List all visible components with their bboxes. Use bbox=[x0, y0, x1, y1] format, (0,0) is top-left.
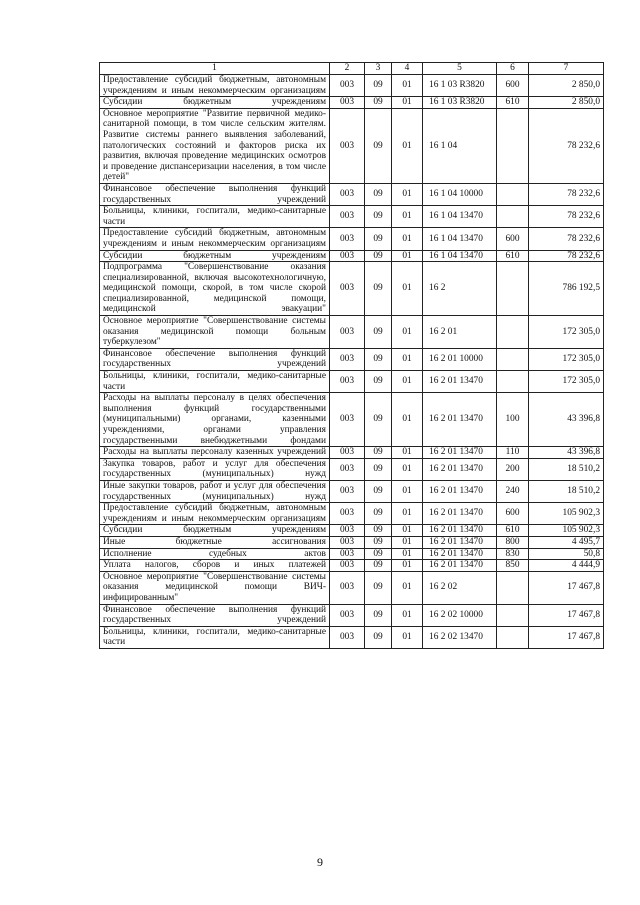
row-grbs: 003 bbox=[330, 560, 365, 572]
row-sum: 172 305,0 bbox=[529, 371, 604, 393]
row-subsection: 01 bbox=[392, 262, 423, 316]
row-name: Больницы, клиники, госпитали, медико-санитарные части bbox=[100, 371, 330, 393]
row-expense-type: 610 bbox=[497, 250, 529, 262]
row-section: 09 bbox=[365, 262, 392, 316]
row-subsection: 01 bbox=[392, 97, 423, 109]
row-name: Подпрограмма "Совершенствование оказания специализированной, включая высокотехнологичную, медицинской помощи, скорой, в том числе скорой специализированной, медицинской помощи, медицинской эвакуации" bbox=[100, 262, 330, 316]
row-grbs: 003 bbox=[330, 371, 365, 393]
table-row bbox=[100, 393, 604, 447]
row-target-code: 16 2 01 13470 bbox=[423, 503, 497, 525]
row-grbs: 003 bbox=[330, 548, 365, 560]
table-row bbox=[100, 447, 604, 459]
row-subsection: 01 bbox=[392, 536, 423, 548]
table-row bbox=[100, 458, 604, 480]
row-grbs: 003 bbox=[330, 447, 365, 459]
row-subsection: 01 bbox=[392, 480, 423, 502]
row-section: 09 bbox=[365, 348, 392, 370]
row-subsection: 01 bbox=[392, 75, 423, 97]
col-header-grbs: 2 bbox=[330, 63, 365, 75]
row-sum: 18 510,2 bbox=[529, 480, 604, 502]
row-grbs: 003 bbox=[330, 75, 365, 97]
table-row bbox=[100, 548, 604, 560]
row-sum: 105 902,3 bbox=[529, 525, 604, 537]
row-subsection: 01 bbox=[392, 548, 423, 560]
row-subsection: 01 bbox=[392, 108, 423, 183]
row-target-code: 16 2 01 13470 bbox=[423, 447, 497, 459]
row-name: Субсидии бюджетным учреждениям bbox=[100, 250, 330, 262]
row-name: Закупка товаров, работ и услуг для обеспечения государственных (муниципальных) нужд bbox=[100, 458, 330, 480]
table-row bbox=[100, 108, 604, 183]
row-target-code: 16 2 01 13470 bbox=[423, 536, 497, 548]
row-target-code: 16 2 01 bbox=[423, 316, 497, 349]
table-row bbox=[100, 371, 604, 393]
row-grbs: 003 bbox=[330, 626, 365, 648]
row-section: 09 bbox=[365, 108, 392, 183]
row-expense-type bbox=[497, 571, 529, 604]
row-grbs: 003 bbox=[330, 206, 365, 228]
row-expense-type: 600 bbox=[497, 228, 529, 250]
row-subsection: 01 bbox=[392, 316, 423, 349]
row-target-code: 16 2 01 13470 bbox=[423, 480, 497, 502]
row-expense-type: 110 bbox=[497, 447, 529, 459]
row-grbs: 003 bbox=[330, 228, 365, 250]
row-section: 09 bbox=[365, 183, 392, 205]
row-target-code: 16 1 03 R3820 bbox=[423, 75, 497, 97]
table-row bbox=[100, 525, 604, 537]
row-sum: 43 396,8 bbox=[529, 447, 604, 459]
row-sum: 78 232,6 bbox=[529, 183, 604, 205]
row-expense-type: 800 bbox=[497, 536, 529, 548]
row-section: 09 bbox=[365, 206, 392, 228]
row-grbs: 003 bbox=[330, 108, 365, 183]
row-section: 09 bbox=[365, 626, 392, 648]
row-expense-type: 100 bbox=[497, 393, 529, 447]
row-expense-type: 600 bbox=[497, 503, 529, 525]
col-header-expense-type: 6 bbox=[497, 63, 529, 75]
row-name: Расходы на выплаты персоналу в целях обеспечения выполнения функций государственными (муниципальными) органами, казенными учреждениями, органами управления государственными внебюджетными фондами bbox=[100, 393, 330, 447]
col-header-section: 3 bbox=[365, 63, 392, 75]
budget-table bbox=[99, 62, 604, 649]
row-subsection: 01 bbox=[392, 560, 423, 572]
row-target-code: 16 2 bbox=[423, 262, 497, 316]
row-sum: 17 467,8 bbox=[529, 604, 604, 626]
row-sum: 786 192,5 bbox=[529, 262, 604, 316]
row-section: 09 bbox=[365, 75, 392, 97]
table-row bbox=[100, 560, 604, 572]
row-section: 09 bbox=[365, 604, 392, 626]
row-target-code: 16 2 01 13470 bbox=[423, 393, 497, 447]
row-sum: 78 232,6 bbox=[529, 228, 604, 250]
row-expense-type bbox=[497, 371, 529, 393]
row-expense-type bbox=[497, 348, 529, 370]
row-grbs: 003 bbox=[330, 250, 365, 262]
row-target-code: 16 2 01 10000 bbox=[423, 348, 497, 370]
row-expense-type: 850 bbox=[497, 560, 529, 572]
row-sum: 78 232,6 bbox=[529, 206, 604, 228]
row-name: Больницы, клиники, госпитали, медико-санитарные части bbox=[100, 626, 330, 648]
row-subsection: 01 bbox=[392, 626, 423, 648]
row-grbs: 003 bbox=[330, 316, 365, 349]
row-target-code: 16 2 01 13470 bbox=[423, 371, 497, 393]
table-row bbox=[100, 571, 604, 604]
row-sum: 172 305,0 bbox=[529, 316, 604, 349]
row-name: Расходы на выплаты персоналу казенных учреждений bbox=[100, 447, 330, 459]
table-row bbox=[100, 206, 604, 228]
row-name: Финансовое обеспечение выполнения функций государственных учреждений bbox=[100, 183, 330, 205]
row-subsection: 01 bbox=[392, 371, 423, 393]
col-header-name: 1 bbox=[100, 63, 330, 75]
row-target-code: 16 2 02 bbox=[423, 571, 497, 604]
table-row bbox=[100, 348, 604, 370]
row-name: Финансовое обеспечение выполнения функций государственных учреждений bbox=[100, 348, 330, 370]
row-subsection: 01 bbox=[392, 525, 423, 537]
row-subsection: 01 bbox=[392, 458, 423, 480]
row-expense-type: 600 bbox=[497, 75, 529, 97]
table-row bbox=[100, 183, 604, 205]
table-row bbox=[100, 604, 604, 626]
row-section: 09 bbox=[365, 560, 392, 572]
row-grbs: 003 bbox=[330, 536, 365, 548]
row-target-code: 16 1 03 R3820 bbox=[423, 97, 497, 109]
row-section: 09 bbox=[365, 458, 392, 480]
row-target-code: 16 2 02 10000 bbox=[423, 604, 497, 626]
row-section: 09 bbox=[365, 371, 392, 393]
row-expense-type: 200 bbox=[497, 458, 529, 480]
row-sum: 2 850,0 bbox=[529, 75, 604, 97]
row-section: 09 bbox=[365, 536, 392, 548]
row-expense-type bbox=[497, 604, 529, 626]
row-name: Предоставление субсидий бюджетным, автономным учреждениям и иным некоммерческим организациям bbox=[100, 75, 330, 97]
table-row bbox=[100, 480, 604, 502]
table-row bbox=[100, 316, 604, 349]
row-section: 09 bbox=[365, 447, 392, 459]
row-expense-type bbox=[497, 626, 529, 648]
row-sum: 105 902,3 bbox=[529, 503, 604, 525]
col-header-subsection: 4 bbox=[392, 63, 423, 75]
row-grbs: 003 bbox=[330, 480, 365, 502]
row-section: 09 bbox=[365, 393, 392, 447]
row-expense-type: 610 bbox=[497, 97, 529, 109]
row-sum: 78 232,6 bbox=[529, 250, 604, 262]
row-grbs: 003 bbox=[330, 262, 365, 316]
row-expense-type bbox=[497, 262, 529, 316]
row-subsection: 01 bbox=[392, 503, 423, 525]
row-section: 09 bbox=[365, 571, 392, 604]
row-section: 09 bbox=[365, 316, 392, 349]
row-grbs: 003 bbox=[330, 604, 365, 626]
row-name: Предоставление субсидий бюджетным, автономным учреждениям и иным некоммерческим организациям bbox=[100, 503, 330, 525]
row-name: Субсидии бюджетным учреждениям bbox=[100, 97, 330, 109]
row-sum: 17 467,8 bbox=[529, 571, 604, 604]
row-expense-type: 830 bbox=[497, 548, 529, 560]
table-row bbox=[100, 97, 604, 109]
row-sum: 43 396,8 bbox=[529, 393, 604, 447]
col-header-sum: 7 bbox=[529, 63, 604, 75]
row-sum: 17 467,8 bbox=[529, 626, 604, 648]
row-expense-type bbox=[497, 316, 529, 349]
table-row bbox=[100, 250, 604, 262]
header-row bbox=[100, 63, 604, 75]
row-subsection: 01 bbox=[392, 447, 423, 459]
row-subsection: 01 bbox=[392, 604, 423, 626]
row-section: 09 bbox=[365, 250, 392, 262]
row-name: Уплата налогов, сборов и иных платежей bbox=[100, 560, 330, 572]
row-target-code: 16 1 04 13470 bbox=[423, 228, 497, 250]
row-sum: 4 444,9 bbox=[529, 560, 604, 572]
row-target-code: 16 2 01 13470 bbox=[423, 560, 497, 572]
row-name: Субсидии бюджетным учреждениям bbox=[100, 525, 330, 537]
row-sum: 18 510,2 bbox=[529, 458, 604, 480]
table-row bbox=[100, 503, 604, 525]
row-expense-type bbox=[497, 108, 529, 183]
row-target-code: 16 2 02 13470 bbox=[423, 626, 497, 648]
row-grbs: 003 bbox=[330, 183, 365, 205]
row-section: 09 bbox=[365, 548, 392, 560]
table-row bbox=[100, 262, 604, 316]
row-name: Иные бюджетные ассигнования bbox=[100, 536, 330, 548]
row-subsection: 01 bbox=[392, 228, 423, 250]
table-row bbox=[100, 75, 604, 97]
row-target-code: 16 1 04 13470 bbox=[423, 250, 497, 262]
row-subsection: 01 bbox=[392, 348, 423, 370]
row-sum: 50,8 bbox=[529, 548, 604, 560]
row-name: Основное мероприятие "Совершенствование системы оказания медицинской помощи больным туберкулезом" bbox=[100, 316, 330, 349]
row-subsection: 01 bbox=[392, 393, 423, 447]
row-sum: 4 495,7 bbox=[529, 536, 604, 548]
row-grbs: 003 bbox=[330, 348, 365, 370]
row-sum: 78 232,6 bbox=[529, 108, 604, 183]
row-subsection: 01 bbox=[392, 183, 423, 205]
row-sum: 172 305,0 bbox=[529, 348, 604, 370]
row-name: Больницы, клиники, госпитали, медико-санитарные части bbox=[100, 206, 330, 228]
row-target-code: 16 1 04 10000 bbox=[423, 183, 497, 205]
row-sum: 2 850,0 bbox=[529, 97, 604, 109]
row-name: Исполнение судебных актов bbox=[100, 548, 330, 560]
table-body bbox=[100, 75, 604, 649]
row-section: 09 bbox=[365, 480, 392, 502]
page-number: 9 bbox=[317, 855, 323, 869]
row-expense-type: 610 bbox=[497, 525, 529, 537]
row-section: 09 bbox=[365, 228, 392, 250]
row-grbs: 003 bbox=[330, 97, 365, 109]
row-target-code: 16 1 04 13470 bbox=[423, 206, 497, 228]
row-name: Предоставление субсидий бюджетным, автономным учреждениям и иным некоммерческим организациям bbox=[100, 228, 330, 250]
row-grbs: 003 bbox=[330, 525, 365, 537]
row-name: Финансовое обеспечение выполнения функций государственных учреждений bbox=[100, 604, 330, 626]
table-row bbox=[100, 536, 604, 548]
row-target-code: 16 2 01 13470 bbox=[423, 458, 497, 480]
row-target-code: 16 2 01 13470 bbox=[423, 548, 497, 560]
row-target-code: 16 2 01 13470 bbox=[423, 525, 497, 537]
row-grbs: 003 bbox=[330, 503, 365, 525]
row-expense-type bbox=[497, 183, 529, 205]
row-grbs: 003 bbox=[330, 458, 365, 480]
table-row bbox=[100, 228, 604, 250]
row-subsection: 01 bbox=[392, 206, 423, 228]
row-name: Основное мероприятие "Развитие первичной медико-санитарной помощи, в том числе сельским жителям. Развитие системы раннего выявления заболеваний, патологических состояний и факторов риска их развития, включая проведение медицинских осмотров и проведение диспансеризации населения, в том числе детей" bbox=[100, 108, 330, 183]
row-grbs: 003 bbox=[330, 571, 365, 604]
row-section: 09 bbox=[365, 97, 392, 109]
row-expense-type: 240 bbox=[497, 480, 529, 502]
col-header-target: 5 bbox=[423, 63, 497, 75]
row-section: 09 bbox=[365, 503, 392, 525]
row-subsection: 01 bbox=[392, 250, 423, 262]
row-name: Основное мероприятие "Совершенствование системы оказания медицинской помощи ВИЧ-инфицированным" bbox=[100, 571, 330, 604]
row-grbs: 003 bbox=[330, 393, 365, 447]
row-section: 09 bbox=[365, 525, 392, 537]
row-name: Иные закупки товаров, работ и услуг для обеспечения государственных (муниципальных) нужд bbox=[100, 480, 330, 502]
row-subsection: 01 bbox=[392, 571, 423, 604]
table-row bbox=[100, 626, 604, 648]
row-expense-type bbox=[497, 206, 529, 228]
row-target-code: 16 1 04 bbox=[423, 108, 497, 183]
